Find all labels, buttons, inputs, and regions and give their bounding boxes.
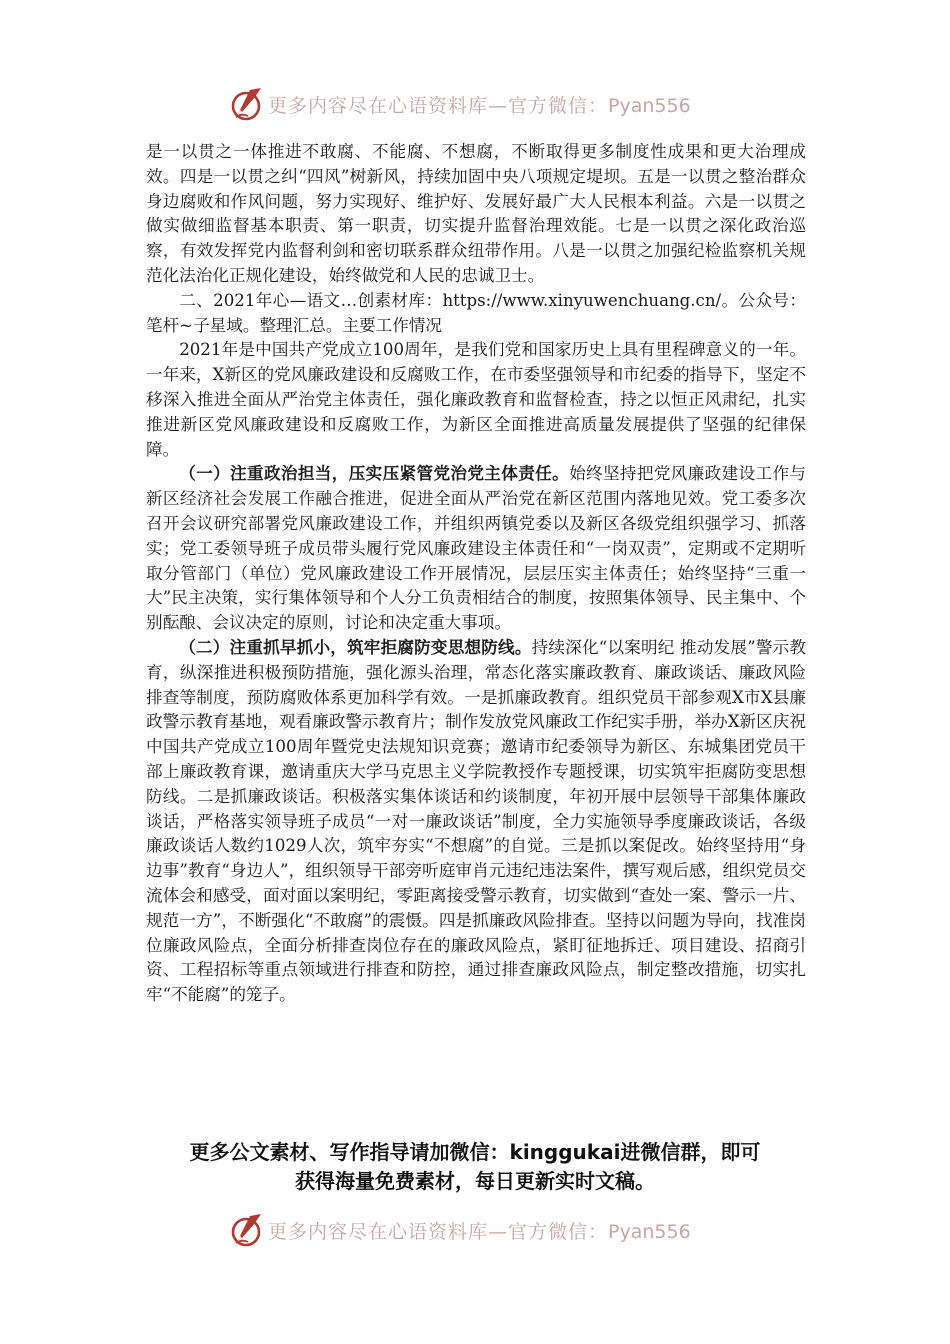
paragraph-1: 是一以贯之一体推进不敢腐、不能腐、不想腐，不断取得更多制度性成果和更大治理成效。四是一以贯之纠“四风”树新风，持续加固中央八项规定堤坝。五是一以贯之整治群众身边腐败和作风问题，努力实现好、维护好、发展好最广大人民根本利益。六是一以贯之做实做细监督基本职责、第一职责，切实提升监督治理效能。七是一以贯之深化政治巡察，有效发挥党内监督利剑和密切联系群众纽带作用。八是一以贯之加强纪检监察机关规范化法治化正规化建设，始终做党和人民的忠诚卫士。 xyxy=(146,142,806,285)
promo-line-1: 更多公文素材、写作指导请加微信：kinggukai进微信群，即可 xyxy=(189,1140,761,1164)
promo-line-2: 获得海量免费素材，每日更新实时文稿。 xyxy=(295,1169,655,1193)
paragraph-5-body: 持续深化“以案明纪 推动发展”警示教育，纵深推进积极预防措施，强化源头治理，常态化落实廉政教育、廉政谈话、廉政风险排查等制度，预防腐败体系更加科学有效。一是抓廉政教育。组织党员干部参观X市X县廉政警示教育基地，观看廉政警示教育片；制作发放党风廉政工作纪实手册，举办X新区庆祝中国共产党成立100周年暨党史法规知识竞赛；邀请市纪委领导为新区、东城集团党员干部上廉政教育课，邀请重庆大学马克思主义学院教授作专题授课，切实筑牢拒腐防变思想防线。二是抓廉政谈话。积极落实集体谈话和约谈制度，年初开展中层领导干部集体廉政谈话，严格落实领导班子成员“一对一廉政谈话”制度，全力实施领导季度廉政谈话，各级廉政谈话人数约1029人次，筑牢夯实“不想腐”的自觉。三是抓以案促改。始终坚持用“身边事”教育“身边人”，组织领导干部旁听庭审肖元违纪违法案件，撰写观后感，组织党员交流体会和感受，面对面以案明纪，零距离接受警示教育，切实做到“查处一案、警示一片、规范一方”，不断强化“不敢腐”的震慑。四是抓廉政风险排查。坚持以问题为导向，找准岗位廉政风险点，全面分析排查岗位存在的廉政风险点，紧盯征地拆迁、项目建设、招商引资、工程招标等重点领域进行排查和防控，通过排查廉政风险点，制定整改措施，切实扎牢“不能腐”的笼子。 xyxy=(146,637,807,1005)
paragraph-2-section-heading: 二、2021年心—语文…创素材库：https://www.xinyuwenchuang.cn/。公众号：笔杆~子星域。整理汇总。主要工作情况 xyxy=(146,290,806,335)
pen-circle-logo-icon xyxy=(228,86,264,122)
paragraph-5-lead: （二）注重抓早抓小，筑牢拒腐防变思想防线。 xyxy=(179,637,532,657)
header-wechat-id: Pyan556 xyxy=(608,94,691,117)
header-banner xyxy=(0,84,950,124)
paragraph-4-body: 始终坚持把党风廉政建设工作与新区经济社会发展工作融合推进，促进全面从严治党在新区范围内落地见效。党工委多次召开会议研究部署党风廉政建设工作，并组织两镇党委以及新区各级党组织强学习、抓落实；党工委领导班子成员带头履行党风廉政建设主体责任和“一岗双责”，定期或不定期听取分管部门（单位）党风廉政建设工作开展情况，层层压实主体责任；始终坚持“三重一大”民主决策，实行集体领导和个人分工负责相结合的制度，按照集体领导、民主集中、个别酝酿、会议决定的原则，讨论和决定重大事项。 xyxy=(146,464,807,633)
paragraph-4 xyxy=(146,462,806,636)
footer-banner-inner xyxy=(228,1210,691,1250)
header-banner-label: 更多内容尽在心语资料库—官方微信： xyxy=(268,94,609,117)
footer-banner-label: 更多内容尽在心语资料库—官方微信： xyxy=(268,1220,609,1243)
footer-banner-text xyxy=(268,1217,691,1244)
footer-banner xyxy=(0,1210,950,1250)
header-banner-text xyxy=(268,91,691,118)
promo-notice xyxy=(140,1138,810,1196)
footer-wechat-id: Pyan556 xyxy=(608,1220,691,1243)
paragraph-5 xyxy=(146,636,806,1008)
paragraph-4-lead: （一）注重政治担当，压实压紧管党治党主体责任。 xyxy=(179,464,570,484)
header-banner-inner xyxy=(228,84,691,124)
paragraph-3: 2021年是中国共产党成立100周年，是我们党和国家历史上具有里程碑意义的一年。一年来，X新区的党风廉政建设和反腐败工作，在市委坚强领导和市纪委的指导下，坚定不移深入推进全面从严治党主体责任，强化廉政教育和监督检查，持之以恒正风肃纪，扎实推进新区党风廉政建设和反腐败工作，为新区全面推进高质量发展提供了坚强的纪律保障。 xyxy=(146,340,806,459)
pen-circle-logo-icon xyxy=(228,1212,264,1248)
document-body xyxy=(146,140,806,1008)
